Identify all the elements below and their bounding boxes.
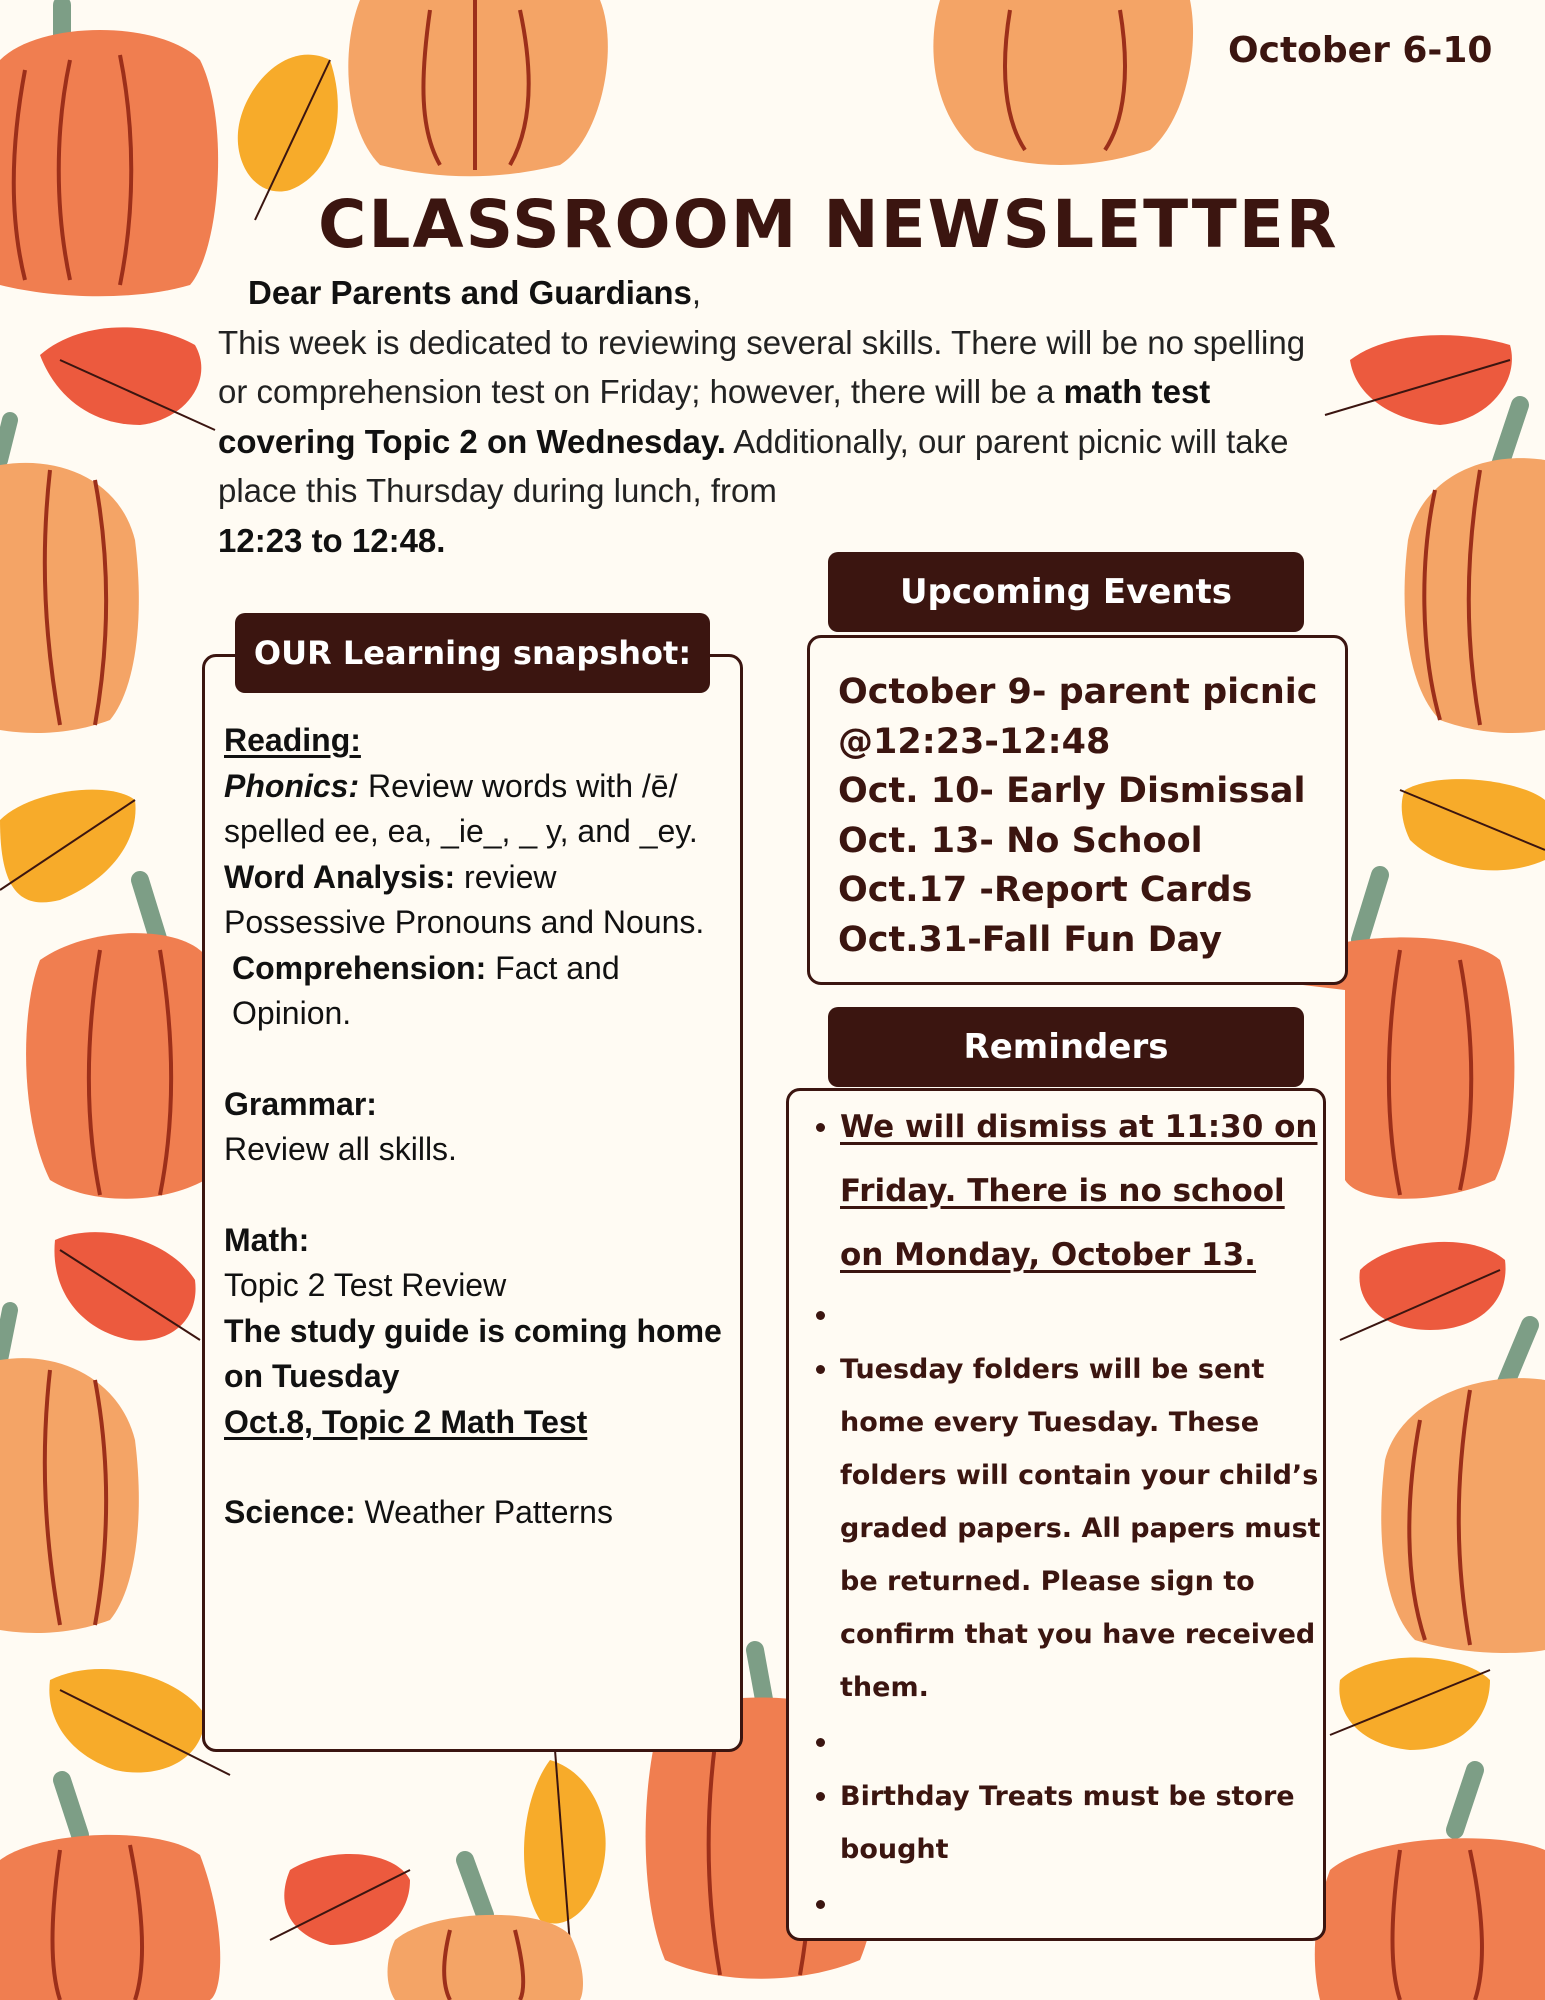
math-study-guide: The study guide is coming home on Tuesday bbox=[224, 1312, 722, 1394]
leaf-icon bbox=[1340, 1242, 1506, 1340]
pumpkin-icon bbox=[1381, 1325, 1545, 1653]
reminder-empty-bullet bbox=[812, 1714, 1332, 1770]
pumpkin-icon bbox=[0, 1780, 220, 2000]
pumpkin-icon bbox=[0, 420, 139, 733]
upcoming-events-list bbox=[838, 668, 1338, 965]
science-line bbox=[224, 1490, 724, 1536]
pumpkin-icon bbox=[1315, 1770, 1545, 2000]
science-text: Weather Patterns bbox=[355, 1494, 613, 1530]
reminder-birthday-treats: Birthday Treats must be store bought bbox=[812, 1770, 1332, 1876]
reminders-list bbox=[812, 1095, 1332, 1932]
word-analysis-text: review Possessive Pronouns and Nouns. bbox=[224, 858, 705, 940]
leaf-icon bbox=[524, 1750, 606, 1945]
intro-paragraph bbox=[218, 268, 1333, 565]
event-item: Oct.31-Fall Fun Day bbox=[838, 919, 1223, 960]
pumpkin-icon bbox=[0, 1310, 139, 1633]
learning-snapshot-content bbox=[224, 718, 724, 1536]
word-analysis-label: Word Analysis: bbox=[224, 858, 456, 895]
greeting-line bbox=[218, 268, 1333, 318]
leaf-icon bbox=[1325, 335, 1512, 425]
reading-label: Reading: bbox=[224, 722, 361, 758]
greeting: Dear Parents and Guardians bbox=[248, 274, 692, 311]
event-item: October 9- parent picnic @12:23-12:48 bbox=[838, 672, 1318, 762]
leaf-icon bbox=[40, 327, 215, 430]
leaf-icon bbox=[1400, 779, 1545, 870]
intro-text-2: Additionally, our parent picnic will take place this Thursday during lunch, from bbox=[218, 422, 1289, 509]
grammar-label: Grammar: bbox=[224, 1085, 377, 1122]
date-range: October 6-10 bbox=[1228, 30, 1493, 71]
reminder-empty-bullet bbox=[812, 1876, 1332, 1932]
comprehension-text: Fact and Opinion. bbox=[232, 949, 620, 1031]
upcoming-events-heading: Upcoming Events bbox=[828, 552, 1304, 632]
math-text: Topic 2 Test Review bbox=[224, 1267, 507, 1303]
phonics-label: Phonics: bbox=[224, 767, 360, 804]
leaf-icon bbox=[54, 1232, 200, 1340]
phonics-text: Review words with /ē/ spelled ee, ea, _ie_, _ y, and _ey. bbox=[224, 767, 698, 849]
intro-bold-time: 12:23 to 12:48. bbox=[218, 521, 446, 559]
reminders-heading: Reminders bbox=[828, 1007, 1304, 1087]
science-label: Science: bbox=[224, 1494, 356, 1530]
reminder-dismissal: We will dismiss at 11:30 on Friday. There is no school on Monday, October 13. bbox=[812, 1095, 1332, 1287]
event-item: Oct. 13- No School bbox=[838, 820, 1203, 861]
math-test-date: Oct.8, Topic 2 Math Test bbox=[224, 1403, 588, 1440]
comprehension-label: Comprehension: bbox=[232, 949, 487, 986]
newsletter-title: CLASSROOM NEWSLETTER bbox=[318, 186, 1339, 263]
comprehension-line bbox=[224, 946, 724, 1037]
learning-snapshot-heading: OUR Learning snapshot: bbox=[235, 613, 710, 693]
reminder-empty-bullet bbox=[812, 1287, 1332, 1343]
event-item: Oct. 10- Early Dismissal bbox=[838, 771, 1306, 811]
greeting-punct: , bbox=[691, 274, 701, 311]
leaf-icon bbox=[0, 790, 136, 903]
pumpkin-icon bbox=[348, 0, 608, 176]
intro-bold-math-test: math test covering Topic 2 on Wednesday. bbox=[218, 373, 1211, 460]
reminder-tuesday-folders: Tuesday folders will be sent home every Tuesday. These folders will contain your child’s graded papers. All papers must be returned. Please sign to confirm that you have received them. bbox=[812, 1343, 1332, 1714]
phonics-line bbox=[224, 764, 724, 855]
word-analysis-line bbox=[224, 855, 724, 946]
leaf-icon bbox=[270, 1854, 410, 1945]
math-label: Math: bbox=[224, 1221, 310, 1258]
intro-text-1: This week is dedicated to reviewing several skills. There will be no spelling or comprehension test on Friday; however, there will be a bbox=[218, 323, 1306, 410]
pumpkin-icon bbox=[26, 880, 205, 1199]
pumpkin-icon bbox=[0, 5, 218, 296]
pumpkin-icon bbox=[1405, 405, 1545, 733]
grammar-text: Review all skills. bbox=[224, 1131, 457, 1167]
event-item: Oct.17 -Report Cards bbox=[838, 870, 1253, 910]
pumpkin-icon bbox=[933, 0, 1193, 165]
leaf-icon bbox=[1330, 1658, 1490, 1751]
